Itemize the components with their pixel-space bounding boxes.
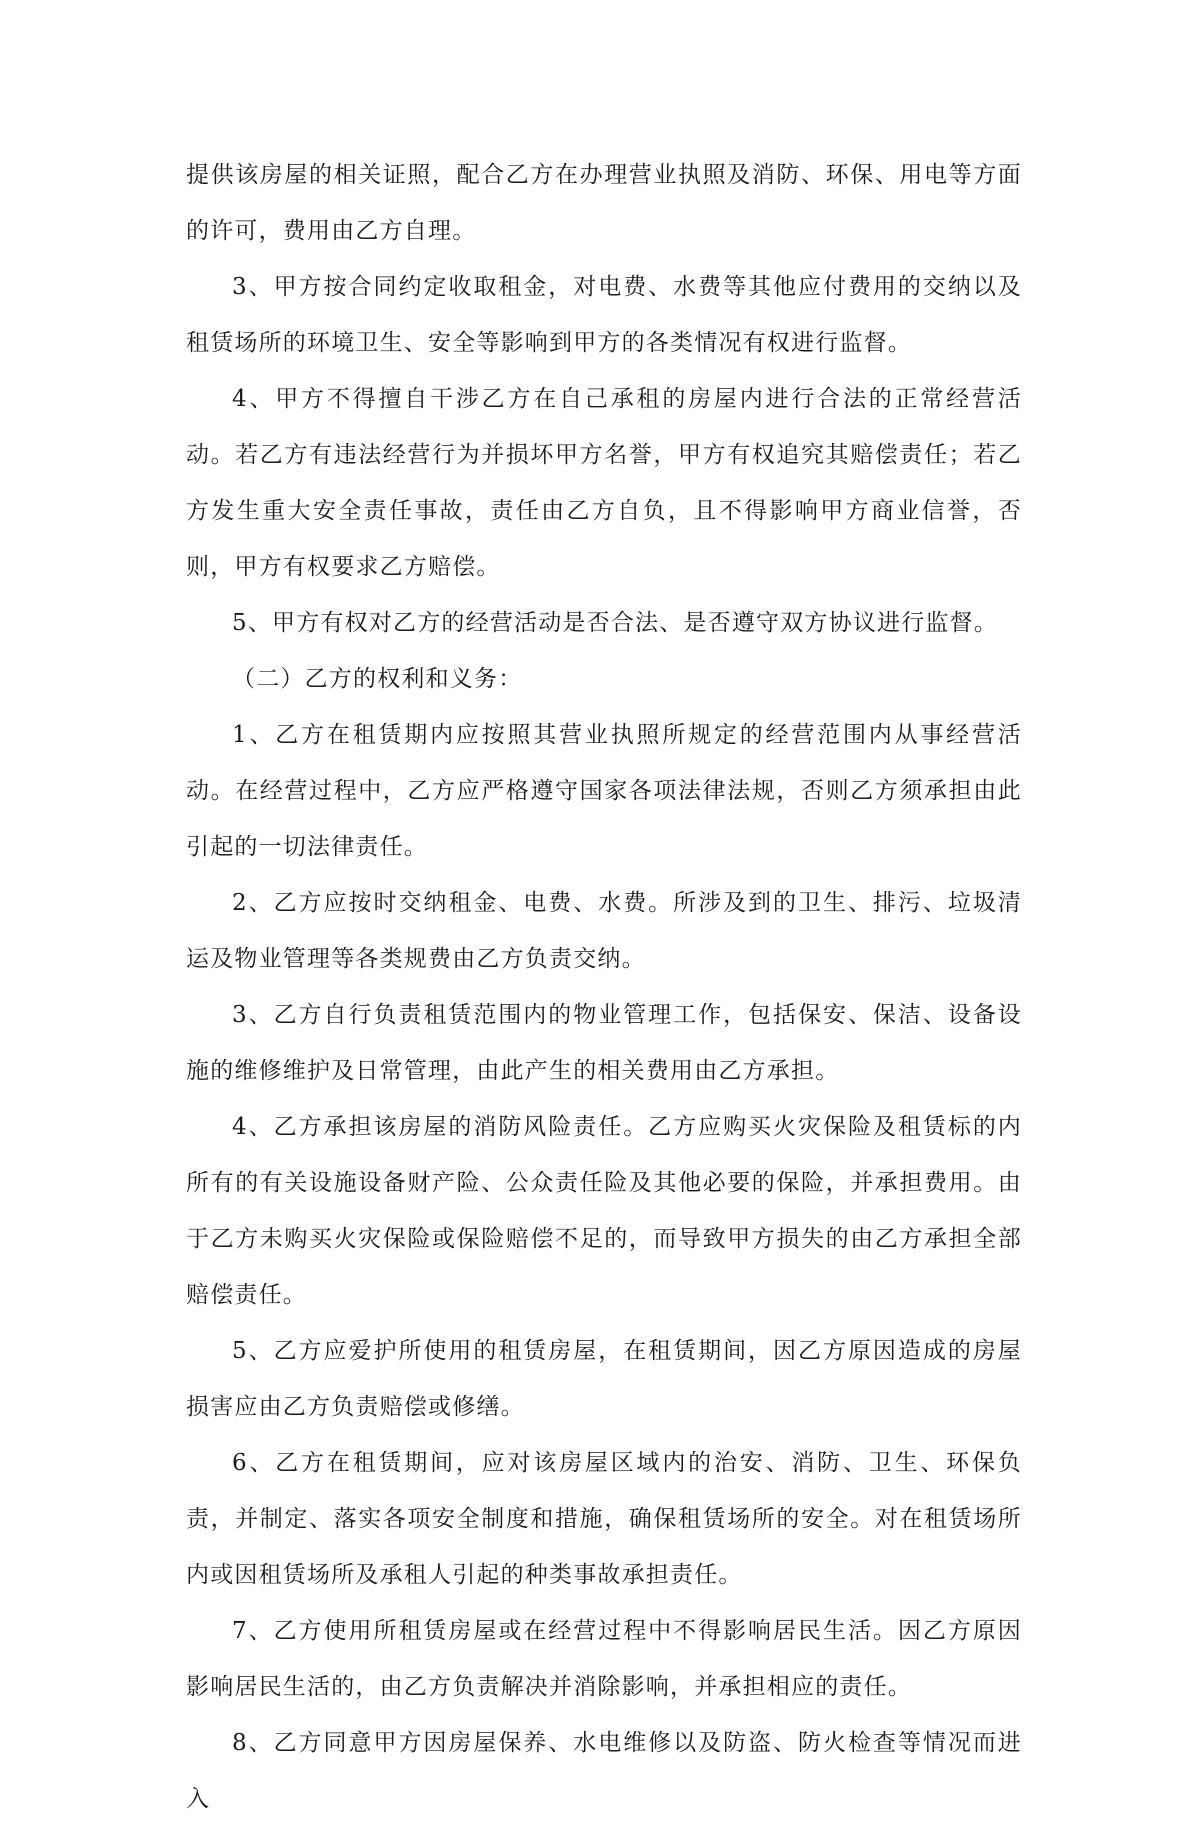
paragraph-party-b-clause-3: 3、乙方自行负责租赁范围内的物业管理工作，包括保安、保洁、设备设施的维修维护及日常管理，由此产生的相关费用由乙方承担。 (186, 1002, 1022, 1084)
paragraph-party-b-clause-4: 4、乙方承担该房屋的消防风险责任。乙方应购买火灾保险及租赁标的内所有的有关设施设备财产险、公众责任险及其他必要的保险，并承担费用。由于乙方未购买火灾保险或保险赔偿不足的，而导致甲方损失的由乙方承担全部赔偿责任。 (186, 1114, 1022, 1308)
document-page (186, 147, 1022, 1827)
paragraph-party-b-clause-8: 8、乙方同意甲方因房屋保养、水电维修以及防盗、防火检查等情况而进入 (186, 1730, 1022, 1812)
paragraph-party-a-clause-4: 4、甲方不得擅自干涉乙方在自己承租的房屋内进行合法的正常经营活动。若乙方有违法经营行为并损坏甲方名誉，甲方有权追究其赔偿责任；若乙方发生重大安全责任事故，责任由乙方自负，且不得影响甲方商业信誉，否则，甲方有权要求乙方赔偿。 (186, 386, 1022, 580)
section-heading-party-b: （二）乙方的权利和义务： (232, 666, 523, 692)
paragraph-party-b-clause-6: 6、乙方在租赁期间，应对该房屋区域内的治安、消防、卫生、环保负责，并制定、落实各项安全制度和措施，确保租赁场所的安全。对在租赁场所内或因租赁场所及承租人引起的种类事故承担责任。 (186, 1450, 1022, 1588)
paragraph-party-a-clause-3: 3、甲方按合同约定收取租金，对电费、水费等其他应付费用的交纳以及租赁场所的环境卫生、安全等影响到甲方的各类情况有权进行监督。 (186, 274, 1022, 356)
paragraph-party-a-clause-5: 5、甲方有权对乙方的经营活动是否合法、是否遵守双方协议进行监督。 (232, 610, 999, 636)
paragraph-party-b-clause-1: 1、乙方在租赁期内应按照其营业执照所规定的经营范围内从事经营活动。在经营过程中，乙方应严格遵守国家各项法律法规，否则乙方须承担由此引起的一切法律责任。 (186, 722, 1022, 860)
paragraph-continuation: 提供该房屋的相关证照，配合乙方在办理营业执照及消防、环保、用电等方面的许可，费用由乙方自理。 (186, 162, 1022, 244)
paragraph-party-b-clause-7: 7、乙方使用所租赁房屋或在经营过程中不得影响居民生活。因乙方原因影响居民生活的，由乙方负责解决并消除影响，并承担相应的责任。 (186, 1618, 1022, 1700)
paragraph-party-b-clause-5: 5、乙方应爱护所使用的租赁房屋，在租赁期间，因乙方原因造成的房屋损害应由乙方负责赔偿或修缮。 (186, 1338, 1022, 1420)
paragraph-party-b-clause-2: 2、乙方应按时交纳租金、电费、水费。所涉及到的卫生、排污、垃圾清运及物业管理等各类规费由乙方负责交纳。 (186, 890, 1022, 972)
